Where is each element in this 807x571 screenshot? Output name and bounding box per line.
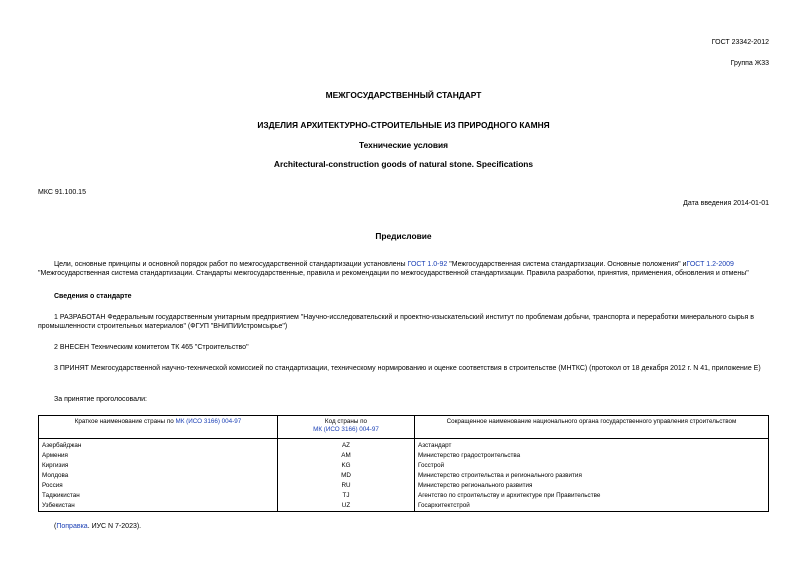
cell-code: TJ — [278, 491, 415, 501]
mk-iso-link-2[interactable]: МК (ИСО 3166) 004-97 — [313, 426, 379, 434]
cell-country: Киргизия — [39, 461, 278, 471]
cell-authority: Министерство строительства и регионального развития — [415, 471, 769, 481]
cell-code: MD — [278, 471, 415, 481]
cell-code: UZ — [278, 501, 415, 512]
foreword-text-1: Цели, основные принципы и основной порядок работ по межгосударственной стандартизации установлены — [54, 261, 408, 268]
info-heading: Сведения о стандарте — [54, 293, 132, 300]
cell-country: Азербайджан — [39, 439, 278, 452]
header-authority: Сокращенное наименование национального органа государственного управления строительством — [415, 416, 769, 439]
cell-authority: Агентство по строительству и архитектуре при Правительстве — [415, 491, 769, 501]
intro-date: Дата введения 2014-01-01 — [683, 200, 769, 207]
cell-authority: Министерство градостроительства — [415, 451, 769, 461]
cell-country: Россия — [39, 481, 278, 491]
cell-code: AM — [278, 451, 415, 461]
cell-authority: Госархитектстрой — [415, 501, 769, 512]
table-row — [39, 491, 769, 501]
standard-type: МЕЖГОСУДАРСТВЕННЫЙ СТАНДАРТ — [325, 90, 482, 100]
cell-authority: Министерство регионального развития — [415, 481, 769, 491]
cell-authority: Госстрой — [415, 461, 769, 471]
table-row — [39, 481, 769, 491]
header-country-code: Код страны по МК (ИСО 3166) 004-97 — [278, 416, 415, 439]
table-row — [39, 439, 769, 452]
table-row — [39, 471, 769, 481]
english-title: Architectural-construction goods of natural stone. Specifications — [273, 159, 534, 169]
table-row — [39, 451, 769, 461]
foreword-paragraph — [38, 260, 769, 278]
cell-country: Узбекистан — [39, 501, 278, 512]
document-title: ИЗДЕЛИЯ АРХИТЕКТУРНО-СТРОИТЕЛЬНЫЕ ИЗ ПРИРОДНОГО КАМНЯ — [257, 120, 550, 130]
table-row — [39, 501, 769, 512]
cell-country: Молдова — [39, 471, 278, 481]
amendment-note: (Поправка. ИУС N 7-2023). — [54, 523, 142, 530]
countries-table — [38, 415, 769, 512]
group-code: Группа Ж33 — [730, 60, 769, 67]
cell-country: Таджикистан — [39, 491, 278, 501]
amendment-link[interactable]: Поправка — [56, 523, 88, 530]
foreword-heading: Предисловие — [375, 231, 432, 241]
table-header-row — [39, 416, 769, 439]
gost-number: ГОСТ 23342-2012 — [711, 39, 769, 46]
cell-code: KG — [278, 461, 415, 471]
gost-1-2-2009-link[interactable]: ГОСТ 1.2-2009 — [686, 261, 734, 268]
cell-country: Армения — [39, 451, 278, 461]
mk-iso-link-1[interactable]: МК (ИСО 3166) 004-97 — [175, 418, 242, 425]
item-introduced: 2 ВНЕСЕН Техническим комитетом ТК 465 "Строительство" — [54, 344, 249, 351]
document-subtitle: Технические условия — [358, 140, 449, 150]
item-adopted: 3 ПРИНЯТ Межгосударственной научно-технической комиссией по стандартизации, техническому нормированию и оценке соответствия в строительстве (МНТКС) (протокол от 18 декабря 2012 г. N 41, приложение Е) — [54, 365, 761, 372]
header-country-name: Краткое наименование страны по МК (ИСО 3166) 004-97 — [39, 416, 278, 439]
cell-authority: Азстандарт — [415, 439, 769, 452]
voted-label: За принятие проголосовали: — [54, 396, 147, 403]
foreword-text-2: "Межгосударственная система стандартизации. Основные положения" и — [447, 261, 687, 268]
foreword-text-3: "Межгосударственная система стандартизации. Стандарты межгосударственные, правила и рекомендации по межгосударственной стандартизации. Правила разработки, принятия, применения, обновления и отмены" — [38, 270, 749, 278]
gost-1-0-92-link[interactable]: ГОСТ 1.0-92 — [407, 261, 448, 268]
mks-code: МКС 91.100.15 — [38, 189, 86, 196]
cell-code: AZ — [278, 439, 415, 452]
table-row — [39, 461, 769, 471]
cell-code: RU — [278, 481, 415, 491]
item-developed: 1 РАЗРАБОТАН Федеральным государственным унитарным предприятием "Научно-исследовательский и проектно-изыскательский институт по проблемам добычи, транспорта и переработки минерального сырья в промышленности строительных материалов" (ФГУП "ВНИПИИстромсырье") — [38, 314, 754, 331]
